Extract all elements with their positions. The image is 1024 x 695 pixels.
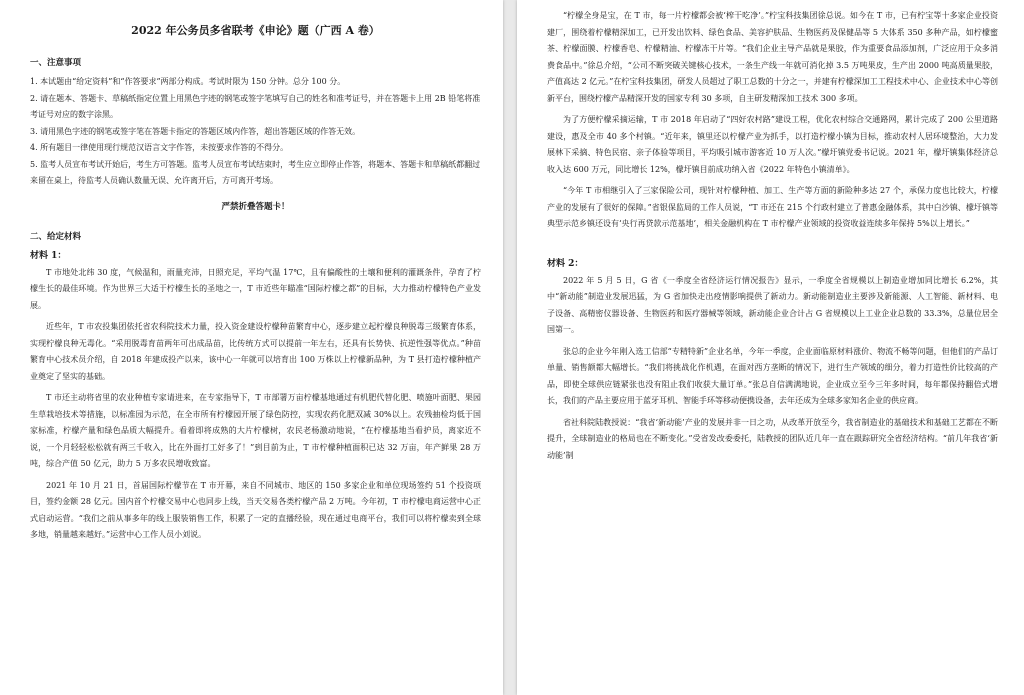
document-page-left [0, 0, 503, 695]
notice-heading: 一、注意事项 [30, 58, 82, 68]
paragraph: T 市地处北纬 30 度，气候温和，雨量充沛，日照充足，平均气温 17℃，且有偏酸性的土壤和便利的灌溉条件，孕育了柠檬生长的最佳环境。作为世界三大适于柠檬生长的圣地之一，T 市近些年瞄准“国际柠檬之都”的目标，大力推动柠檬特色产业发展。 [30, 267, 481, 310]
paragraph: 2021 年 10 月 21 日，首届国际柠檬节在 T 市开幕，来自不同城市、地区的 150 多家企业和单位现场签约 51 个投资项目，签约金额 28 亿元。国内首个柠檬交易中心也同步上线，当天交易各类柠檬产品 2 万吨。今年初，T 市柠檬电商运营中心正式启动运营。“我们之前从事多年的线上服装销售工作，积累了一定的直播经验，现在通过电商平台，我们可以将柠檬卖到全球多地，销量越来越好。”运营中心工作人员小刘说。 [30, 480, 481, 539]
paragraph: 近些年，T 市农投集团依托省农科院技术力量，投入资金建设柠檬种苗繁育中心，逐步建立起柠檬良种脱毒三级繁育体系，实现柠檬良种无毒化。“采用脱毒育苗两年可出成品苗，比传统方式可以提前一年左右，还具有长势快、抗逆性强等优点。”种苗繁育中心技术员介绍，自 2018 年建成投产以来，该中心一年就可以培育出 100 万株以上柠檬新品种，为 T 县打造柠檬种植产业奠定了坚实的基础。 [30, 322, 481, 381]
paragraph: 2022 年 5 月 5 日，G 省《一季度全省经济运行情况报告》显示，一季度全省规模以上制造业增加同比增长 6.2%，其中“新动能”制造业发展迅猛，为 G 省加快走出疫情影响提供了新动力。新动能制造业主要涉及新能源、人工智能、新材料、电子设备、高精密仪器设备、生物医药和医疗器械等领域，新动能企业合计占 G 省规模以上工业企业总数的 33.3%，总量位居全国第一。 [547, 275, 998, 334]
paragraph: “今年 T 市相继引入了三家保险公司，现针对柠檬种植、加工、生产等方面的新险种多达 27 个，承保力度也比较大，柠檬产业的发展有了很好的保障。”省银保监局的工作人员说，“T 市还在 215 个行政村建立了普惠金融体系，其中白沙镇、檬圩镇等典型示范乡镇还设有‘央行再贷款示范基地’，相关金融机构在 T 市柠檬产业领域的投资收益连续多年保持 5%以上增长。” [547, 186, 998, 228]
document-page-right [517, 0, 1024, 695]
notice-item: 4. 所有题目一律使用现行规范汉语言文字作答，未按要求作答的不得分。 [30, 143, 289, 152]
fold-warning: 严禁折叠答题卡！ [221, 201, 290, 212]
notice-item: 2. 请在题本、答题卡、草稿纸指定位置上用黑色字迹的钢笔或签字笔填写自己的姓名和准考证号，并在答题卡上用 2B 铅笔将准考证号对应的数字涂黑。 [30, 93, 481, 119]
paragraph: 张总的企业今年刚入选工信部“专精特新”企业名单，今年一季度，企业面临原材料涨价、物流不畅等问题，但他们的产品订单量、销售额都大幅增长。“我们将挑战化作机遇，在面对西方垄断的情况下，进行生产领域的细分，着力打造性价比较高的产品，即使全球供应链紧张也没有阻止我们收获大量订单。”张总自信满满地说，企业成立至今三年多时间，每年都保持翻倍式增长，我们的产品主要应用于蓝牙耳机、智能手环等移动便携设备，去年还成为全球多家知名企业的供应商。 [547, 346, 998, 405]
notice-item: 5. 监考人员宣布考试开始后，考生方可答题。监考人员宣布考试结束时，考生应立即停止作答，将题本、答题卡和草稿纸都翻过来留在桌上，待监考人员确认数量无误、允许离开后，方可离开考场。 [30, 159, 481, 185]
notice-item: 3. 请用黑色字迹的钢笔或签字笔在答题卡指定的答题区域内作答，超出答题区域的作答无效。 [30, 126, 361, 136]
paragraph: 为了方便柠檬采摘运输，T 市 2018 年启动了“四好农村路”建设工程，优化农村综合交通路网，累计完成了 200 公里道路建设，惠及全市 40 多个村镇。“近年来，镇里还以柠檬产业为抓手，以打造柠檬小镇为目标，推动农村人居环境整治，大力发展林下采摘、特色民宿、亲子体验等项目，平均吸引城市游客近 10 万人次。”檬圩镇党委书记说。2021 年，檬圩镇集体经济总收入达 600 万元，同比增长 12%，檬圩镇目前成功纳入省《2022 年特色小镇清单》。 [547, 115, 998, 174]
paragraph: T 市还主动将省里的农业种植专家请进来，在专家指导下，T 市部署万亩柠檬基地通过有机肥代替化肥、喷施叶面肥、果园生草栽培技术等措施，以标准园为示范，在全市所有柠檬园开展了绿色防控，实现农药化肥双减 30%以上。农残抽检均低于国家标准，柠檬产量和绿色品质大幅提升。看着即将成熟的大片柠檬树，农民老杨激动地说，“在柠檬基地当看护员，离家近不说，一个月轻轻松松就有两三千收入，比在外面打工好多了！”到目前为止，T 市柠檬种植面积已达 32 万亩，年产鲜果 28 万吨，综合产值 50 亿元，助力 5 万多农民增收致富。 [30, 393, 481, 468]
materials-heading: 二、给定材料 [30, 231, 82, 242]
notice-item: 1. 本试题由“给定资料”和“作答要求”两部分构成。考试时限为 150 分钟。总分 100 分。 [30, 77, 346, 86]
spacer [547, 238, 998, 252]
material-2-label: 材料 2： [547, 258, 584, 269]
document-title: 2022 年公务员多省联考《申论》题（广西 A 卷） [131, 24, 380, 37]
paragraph: “柠檬全身是宝，在 T 市，每一片柠檬都会被‘榨干吃净’。”柠宝科技集团徐总说。如今在 T 市，已有柠宝等十多家企业投资建厂，围绕着柠檬精深加工，已开发出饮料、绿色食品、美容护肤品、生物医药及保健品等 5 大体系 350 多种产品，如柠檬蜜茶、柠檬面膜、柠檬香皂、柠檬精油、柠檬冻干片等。“我们企业主导产品就是果胶，作为重要食品添加剂，广泛应用于众多消费食品中。”徐总介绍，“公司不断突破关键核心技术，一条生产线一年就可消化掉 3.5 万吨果皮，生产出 2000 吨高质量果胶，产值高达 2 亿元。”在柠宝科技集团，研发人员超过了职工总数的十分之一，并建有柠檬深加工工程技术中心、企业技术中心等创新平台，围绕柠檬产品精深开发的国家专利 30 多项，自主研发精深加工技术 300 多项。 [547, 11, 998, 103]
material-1-label: 材料 1： [30, 250, 67, 261]
paragraph: 省社科院陆教授说：“我省‘新动能’产业的发展并非一日之功，从改革开放至今，我省制造业的基础技术和基础工艺都在不断提升，全球制造业的格局也在不断变化。”受省发改委委托，陆教授的团队近几年一直在跟踪研究全省经济结构。“前几年我省‘新动能’制 [547, 417, 998, 460]
